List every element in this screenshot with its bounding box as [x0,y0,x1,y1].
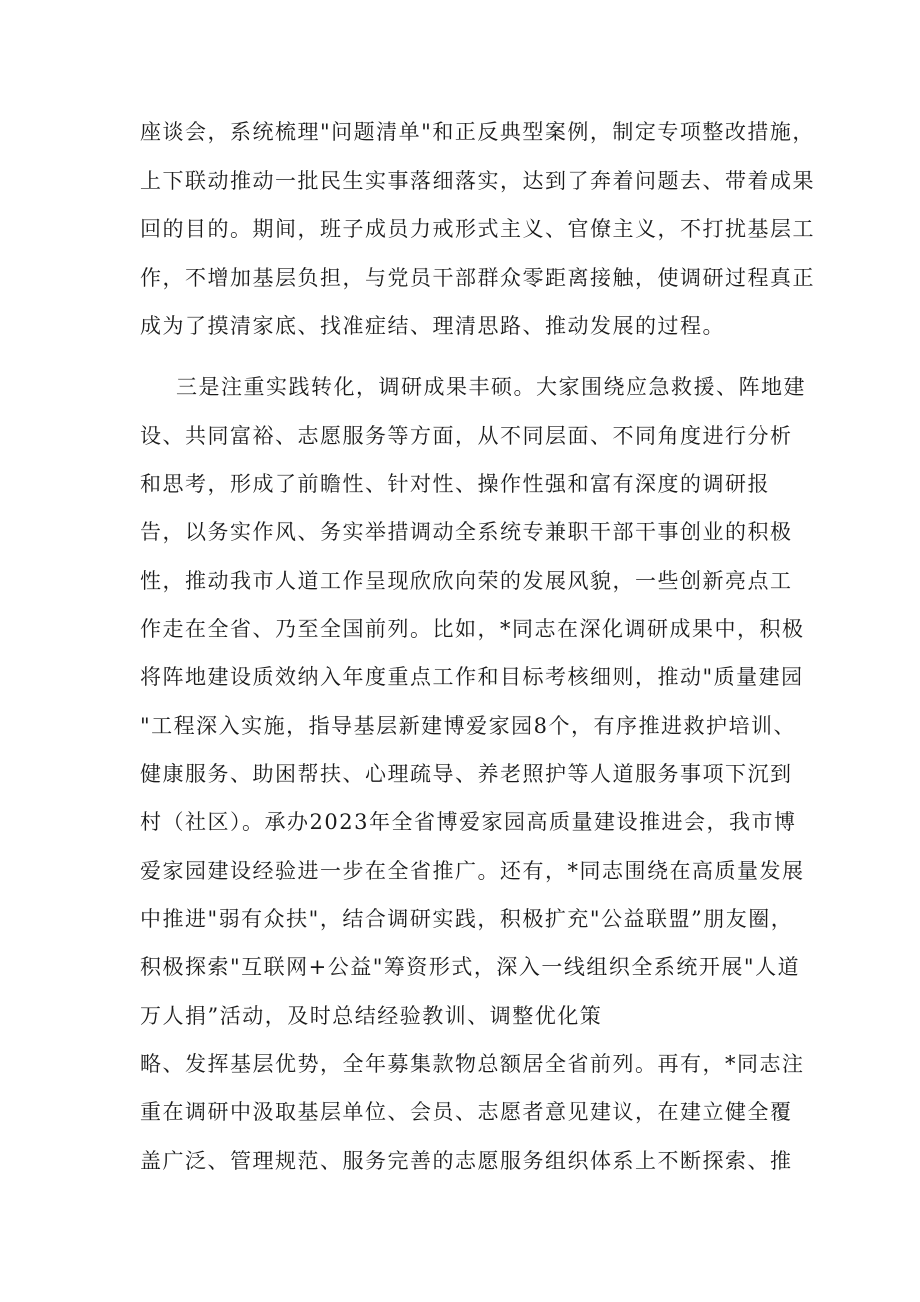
paragraph-first-line: 三是注重实践转化，调研成果丰硕。大家围绕应急救援、阵地建 [176,375,806,399]
text-line: "工程深入实施，指导基层新建博爱家园8个，有序推进救护培训、 [140,714,797,738]
text-line: 和思考，形成了前瞻性、针对性、操作性强和富有深度的调研报 [140,472,770,496]
text-line: 告，以务实作风、务实举措调动全系统专兼职干部干事创业的积极 [140,520,793,544]
text-line: 万人捐”活动，及时总结经验教训、调整优化策 [140,1004,603,1028]
text-line: 设、共同富裕、志愿服务等方面，从不同层面、不同角度进行分析 [140,424,793,448]
text-line: 重在调研中汲取基层单位、会员、志愿者意见建议，在建立健全覆 [140,1100,793,1124]
text-line: 性，推动我市人道工作呈现欣欣向荣的发展风貌，一些创新亮点工 [140,569,793,593]
text-line: 积极探索"互联网+公益"筹资形式，深入一线组织全系统开展"人道 [140,955,801,979]
text-line: 作，不增加基层负担，与党员干部群众零距离接触，使调研过程真正 [140,266,815,290]
text-line: 盖广泛、管理规范、服务完善的志愿服务组织体系上不断探索、推 [140,1149,793,1173]
text-line: 座谈会，系统梳理"问题清单"和正反典型案例，制定专项整改措施， [140,120,815,144]
text-line: 将阵地建设质效纳入年度重点工作和目标考核细则，推动"质量建园 [140,665,804,689]
text-line: 成为了摸清家底、找准症结、理清思路、推动发展的过程。 [140,314,725,338]
text-line: 村（社区）。承办2023年全省博爱家园高质量建设推进会，我市博 [140,810,797,834]
text-line: 爱家园建设经验进一步在全省推广。还有，*同志围绕在高质量发展 [140,859,805,883]
text-line: 回的目的。期间，班子成员力戒形式主义、官僚主义，不打扰基层工 [140,217,815,241]
text-line: 略、发挥基层优势，全年募集款物总额居全省前列。再有，*同志注 [140,1052,805,1076]
text-line: 中推进"弱有众扶"，结合调研实践，积极扩充"公益联盟”朋友圈， [140,907,794,931]
text-line: 健康服务、助困帮扶、心理疏导、养老照护等人道服务事项下沉到 [140,762,793,786]
text-line: 上下联动推动一批民生实事落细落实，达到了奔着问题去、带着成果 [140,169,815,193]
text-line: 作走在全省、乃至全国前列。比如，*同志在深化调研成果中，积极 [140,617,805,641]
